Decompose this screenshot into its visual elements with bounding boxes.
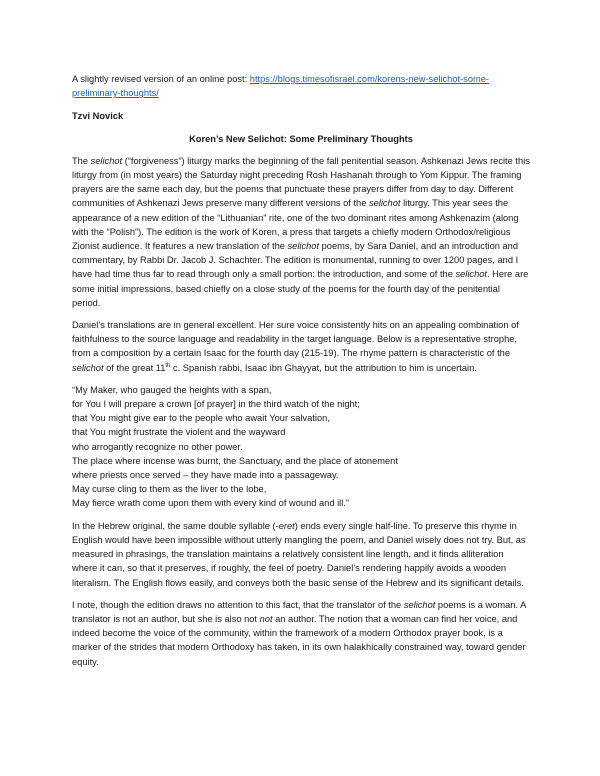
poem-line: “My Maker, who gauged the heights with a span, (72, 384, 272, 395)
revision-note (72, 72, 530, 100)
document-page (72, 72, 530, 669)
poem-line: May curse cling to them as the liver to the lobe, (72, 484, 267, 495)
poem-line: May fierce wrath come upon them with every kind of wound and ill.” (72, 498, 349, 509)
paragraph-2: Daniel’s translations are in general excellent. Her sure voice consistently hits on an appealing combination of faithfulness to the source language and readability in the target language. Below is a representative strophe, from a composition by a certain Isaac for the fourth day (215-19). The rhyme pattern is characteristic of the selichot of the great 11th c. Spanish rabbi, Isaac ibn Ghayyat, but the attribution to him is uncertain. (72, 320, 519, 373)
paragraph-4: I note, though the edition draws no attention to this fact, that the translator of the selichot poems is a woman. A translator is not an author, but she is also not not an author. The notion that a woman can find her voice, and indeed become the voice of the community, within the framework of a modern Orthodox prayer book, is a marker of the strides that modern Orthodoxy has taken, in its own halakhically constrained way, toward gender equity. (72, 599, 526, 667)
poem-line: The place where incense was burnt, the Sanctuary, and the place of atonement (72, 455, 398, 466)
paragraph-1: The selichot (“forgiveness”) liturgy marks the beginning of the fall penitential season. Ashkenazi Jews recite this liturgy from (in most years) the Saturday night preceding Rosh Hashanah through to Yom Kippur. The framing prayers are the same each day, but the poems that punctuate these prayers differ from day to day. Different communities of Ashkenazi Jews preserve many different versions of the selichot liturgy. This year sees the appearance of a new edition of the “Lithuanian” rite, one of the two dominant rites among Ashkenazim (along with the “Polish”). The edition is the work of Koren, a press that targets a chiefly modern Orthodox/religious Zionist audience. It features a new translation of the selichot poems, by Sara Daniel, and an introduction and commentary, by Rabbi Dr. Jacob J. Schachter. The edition is monumental, running to over 1200 pages, and I have had time thus far to read through only a small portion: the introduction, and some of the selichot. Here are some initial impressions, based chiefly on a close study of the poems for the fourth day of the penitential period. (72, 155, 530, 308)
poem-quotation (72, 383, 530, 511)
article-title: Koren’s New Selichot: Some Preliminary Thoughts (189, 133, 413, 144)
poem-line: where priests once served – they have made into a passageway. (72, 470, 339, 481)
intro-text: A slightly revised version of an online post: (72, 74, 250, 84)
poem-line: who arrogantly recognize no other power. (72, 441, 243, 452)
poem-line: that You might give ear to the people who await Your salvation, (72, 413, 330, 424)
poem-line: that You might frustrate the violent and the wayward (72, 427, 286, 438)
paragraph-3: In the Hebrew original, the same double syllable (-eret) ends every single half-line. To preserve this rhyme in English would have been impossible without utterly mangling the poem, and Daniel wisely does not try. But, as measured in phrasings, the translation maintains a relatively consistent line length, and it finds alliteration where it can, so that it preserves, if roughly, the feel of poetry. Daniel’s rendering happily avoids a wooden literalism. The English flows easily, and conveys both the basic sense of the Hebrew and its significant details. (72, 520, 526, 588)
poem-line: for You I will prepare a crown [of prayer] in the third watch of the night; (72, 399, 360, 410)
source-post-link[interactable]: https://blogs.timesofisrael.com/korens-new-selichot-some-preliminary-thoughts/ (72, 74, 490, 99)
author-name: Tzvi Novick (72, 111, 124, 122)
